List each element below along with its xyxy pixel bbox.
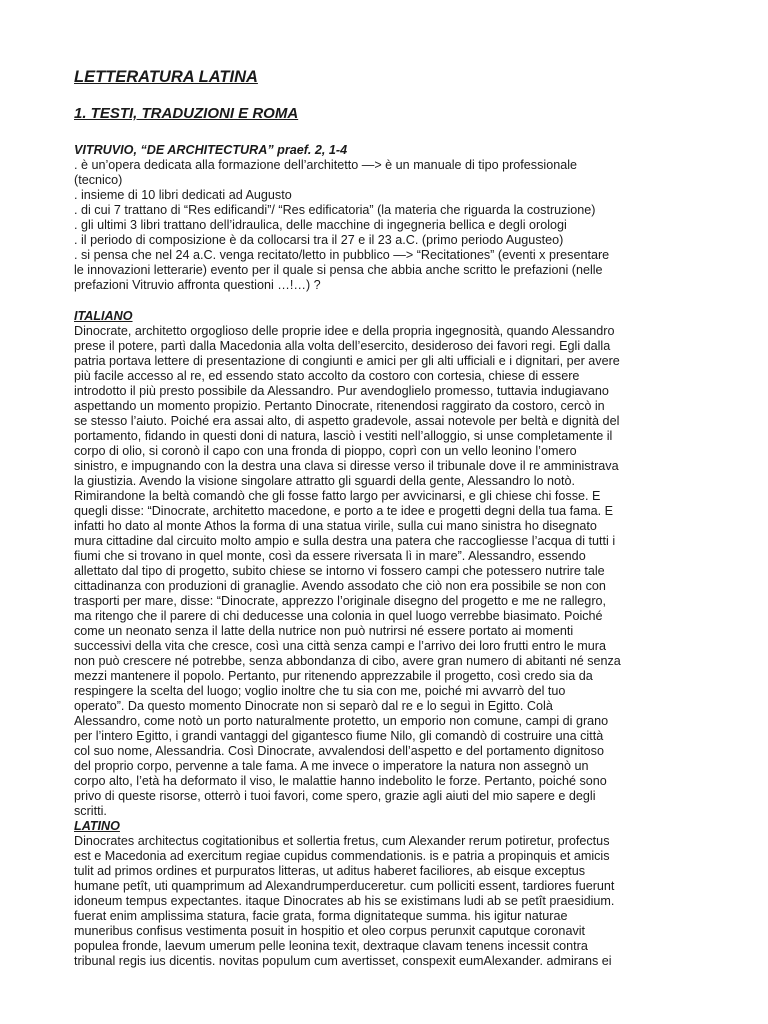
note-line: le innovazioni letterarie) evento per il quale si pensa che abbia anche scritto le prefazioni (nelle: [74, 263, 603, 277]
italiano-line: corpo di olio, si coronò il capo con una fronda di pioppo, coprì con un vello leonino l’omero: [74, 444, 577, 458]
italiano-text: [74, 324, 698, 819]
notes-list: [74, 158, 698, 293]
latino-line: populea fronde, laevum umerum pelle leonina texit, dextraque clavam tenens incessit contra: [74, 939, 588, 953]
italiano-line: mezzi mantenere il popolo. Pertanto, pur ritenendo apprezzabile il progetto, così credo sia da: [74, 669, 593, 683]
italiano-line: corpo alto, l’età ha deformato il viso, le malattie hanno indebolito le forze. Pertanto, poiché sono: [74, 774, 607, 788]
italiano-line: allettato dal tipo di progetto, subito chiese se intorno vi fossero campi che potessero nutrire tale: [74, 564, 605, 578]
italiano-line: successivi della vita che cresce, così una città senza campi e l’arrivo dei loro frutti entro le mura: [74, 639, 606, 653]
italiano-line: quegli disse: “Dinocrate, architetto macedone, e porto a te idee e progetti degni della tua fama. E: [74, 504, 614, 518]
latino-line: est e Macedonia ad exercitum regiae cupidus commendationis. is e patria a propinquis et amicis: [74, 849, 610, 863]
note-line: . gli ultimi 3 libri trattano dell’idraulica, delle macchine di ingegneria bellica e degli orologi: [74, 218, 567, 232]
italiano-line: prese il potere, partì dalla Macedonia alla volta dell’esercito, desideroso dei favori regi. Egli dalla: [74, 339, 611, 353]
italiano-line: scritti.: [74, 804, 107, 818]
latino-line: muneribus confisus vestimenta posuit in hospitio et oleo corpus perunxit caputque coronavit: [74, 924, 586, 938]
italiano-line: se stesso l’aiuto. Poiché era assai alto, di aspetto gradevole, assai notevole per beltà e dignità del: [74, 414, 620, 428]
italiano-line: fiumi che si trovano in quel monte, così da essere riversata lì in mare”. Alessandro, essendo: [74, 549, 586, 563]
latino-label: LATINO: [74, 819, 120, 833]
latino-line: idoneum tempus expectantes. itaque Dinocrates ab his se existimans ludi ab se petît praesidium.: [74, 894, 615, 908]
subsection-heading: VITRUVIO, “DE ARCHITECTURA” praef. 2, 1-4: [74, 143, 348, 157]
note-line: . è un’opera dedicata alla formazione dell’architetto —> è un manuale di tipo professionale: [74, 158, 578, 172]
italiano-line: cittadinanza con produzioni di granaglie. Avendo assodato che ciò non era possibile se non con: [74, 579, 606, 593]
note-line: (tecnico): [74, 173, 123, 187]
italiano-label: ITALIANO: [74, 309, 133, 323]
italiano-line: più facile accesso al re, ed essendo stato accolto da costoro con cortesia, chiese di essere: [74, 369, 580, 383]
latino-line: tulit ad primos ordines et purpuratos litteras, ut aditus haberet faciliores, ab eisque exceptus: [74, 864, 586, 878]
italiano-line: operato”. Da questo momento Dinocrate non si separò dal re e lo seguì in Egitto. Colà: [74, 699, 553, 713]
italiano-line: ma ritengo che il parere di chi deducesse una colonia in quel luogo verrebbe biasimato. Poiché: [74, 609, 603, 623]
italiano-line: patria portava lettere di presentazione di congiunti e amici per gli alti ufficiali e i dignitari, per avere: [74, 354, 620, 368]
italiano-line: aspettando un momento propizio. Pertanto Dinocrate, ritenendosi raggirato da costoro, cercò in: [74, 399, 605, 413]
latino-line: Dinocrates architectus cogitationibus et sollertia fretus, cum Alexander rerum potiretur, profectus: [74, 834, 610, 848]
note-line: . di cui 7 trattano di “Res edificandi”/ “Res edificatoria” (la materia che riguarda la costruzione): [74, 203, 596, 217]
italiano-line: portamento, fidando in questi doni di natura, lasciò i vestiti nell’alloggio, si unse completamente il: [74, 429, 613, 443]
note-line: prefazioni Vitruvio affronta questioni …!…) ?: [74, 278, 321, 292]
italiano-line: introdotto il più presto possibile da Alessandro. Pur avendoglielo promesso, tuttavia indugiavano: [74, 384, 609, 398]
italiano-line: Alessandro, come notò un porto naturalmente protetto, un emporio non comune, campi di grano: [74, 714, 609, 728]
note-line: . il periodo di composizione è da collocarsi tra il 27 e il 23 a.C. (primo periodo Augusteo): [74, 233, 564, 247]
latino-line: humane petît, uti quamprimum ad Alexandrumperduceretur. cum polliciti essent, tardiores fuerunt: [74, 879, 615, 893]
italiano-line: privo di queste risorse, otterrò i tuoi favori, come spero, grazie agli aiuti del mio sapere e degli: [74, 789, 596, 803]
italiano-line: col suo nome, Alessandria. Così Dinocrate, avvalendosi dell’aspetto e del portamento dignitoso: [74, 744, 604, 758]
latino-line: fuerat enim amplissima statura, facie grata, forma dignitateque summa. his igitur naturae: [74, 909, 568, 923]
note-line: . insieme di 10 libri dedicati ad Augusto: [74, 188, 292, 202]
italiano-line: Rimirandone la beltà comandò che gli fosse fatto largo per avvicinarsi, e gli chiese chi fosse. E: [74, 489, 601, 503]
italiano-line: non può crescere né potrebbe, senza abbondanza di cibo, avere gran numero di abitanti né senza: [74, 654, 621, 668]
italiano-line: per l’intero Egitto, i grandi vantaggi del gigantesco fiume Nilo, gli comandò di costruire una città: [74, 729, 604, 743]
note-line: . si pensa che nel 24 a.C. venga recitato/letto in pubblico —> “Recitationes” (eventi x presentare: [74, 248, 610, 262]
latino-text: [74, 834, 698, 969]
italiano-line: respingere la scelta del luogo; voglio inoltre che tu sia con me, poiché mi avvarrò del tuo: [74, 684, 566, 698]
italiano-line: infatti ho dato al monte Athos la forma di una statua virile, sulla cui mano sinistra ho disegnato: [74, 519, 597, 533]
italiano-line: come un neonato senza il latte della nutrice non può nutrirsi né essere portato ai momenti: [74, 624, 574, 638]
italiano-line: la giustizia. Avendo la visione singolare attratto gli sguardi della gente, Alessandro lo notò.: [74, 474, 576, 488]
italiano-line: mura cittadine dal circuito molto ampio e sulla destra una patera che raccogliesse l’acqua di tutti i: [74, 534, 616, 548]
document-title: LETTERATURA LATINA: [74, 68, 258, 86]
latino-line: tribunal regis ius dicentis. novitas populum cum avertisset, conspexit eumAlexander. admirans ei: [74, 954, 612, 968]
italiano-line: sinistro, e impugnando con la destra una clava si diresse verso il tribunale dove il re amministrava: [74, 459, 619, 473]
italiano-line: del proprio corpo, pervenne a tale fama. A me invece o imperatore la natura non assegnò un: [74, 759, 589, 773]
italiano-line: trasporti per mare, disse: “Dinocrate, apprezzo l’originale disegno del progetto e me ne rallegro,: [74, 594, 607, 608]
section-heading: 1. TESTI, TRADUZIONI E ROMA: [74, 105, 299, 122]
italiano-line: Dinocrate, architetto orgoglioso delle proprie idee e della propria ingegnosità, quando Alessandro: [74, 324, 615, 338]
